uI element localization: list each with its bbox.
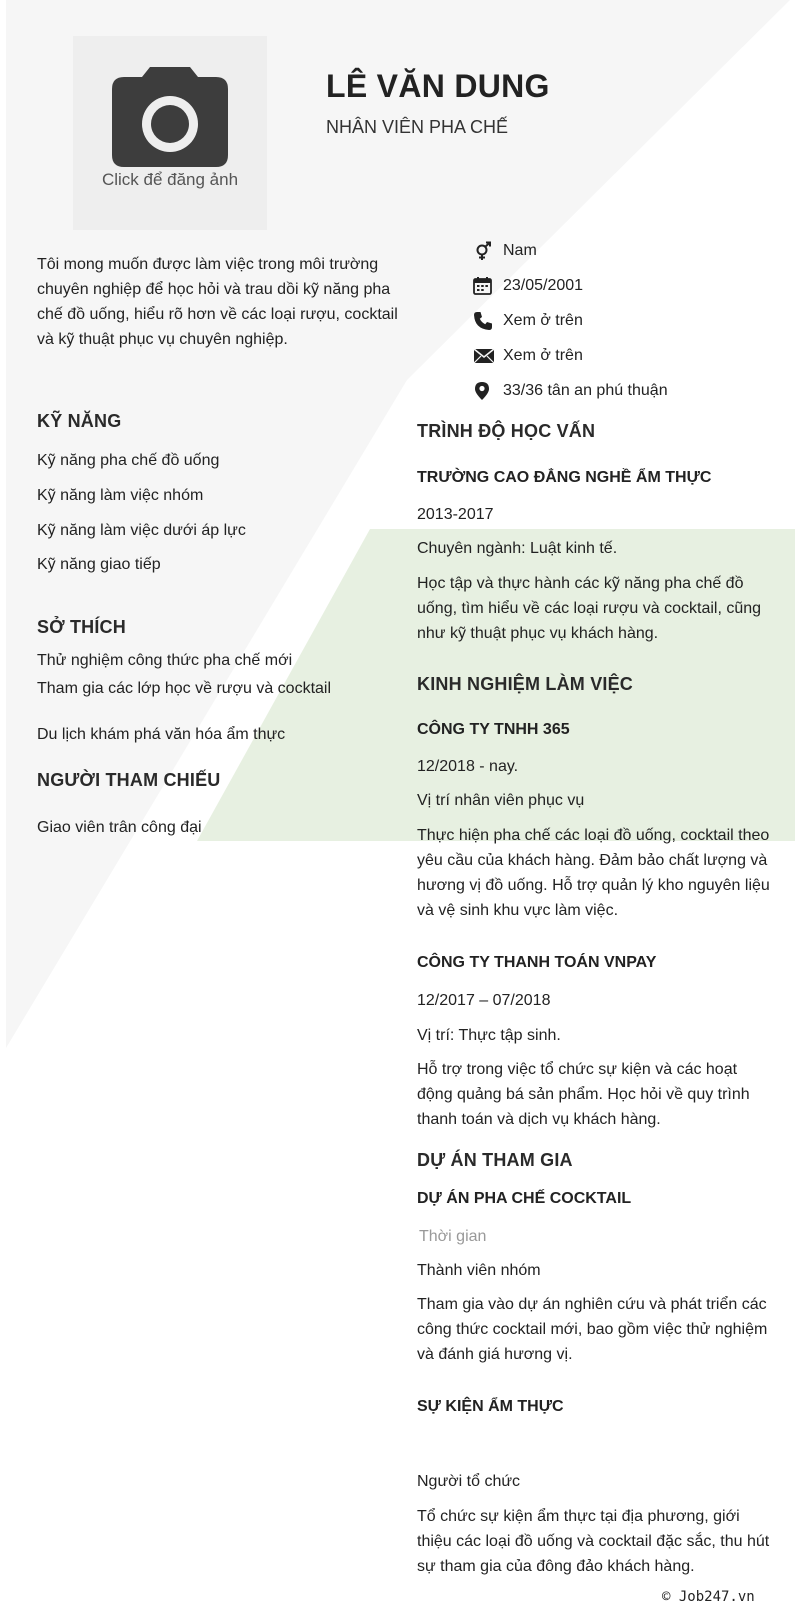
job-description: Thực hiện pha chế các loại đồ uống, cocktail theo yêu cầu của khách hàng. Đảm bảo chất lượng và hương vị đồ uống. Hỗ trợ quản lý kho nguyên liệu và vệ sinh khu vực làm việc. — [417, 827, 770, 919]
hobby-item: Tham gia các lớp học về rượu và cocktail — [37, 680, 332, 697]
contact-info — [473, 233, 668, 408]
contact-phone — [473, 303, 668, 338]
job-company: CÔNG TY TNHH 365 — [417, 721, 570, 738]
hobby-item: Thử nghiệm công thức pha chế mới — [37, 652, 293, 669]
envelope-icon — [473, 345, 503, 367]
contact-birthday — [473, 268, 668, 303]
education-school: TRƯỜNG CAO ĐẲNG NGHỀ ẨM THỰC — [417, 469, 712, 486]
project-time: Thời gian — [419, 1228, 487, 1245]
job-company: CÔNG TY THANH TOÁN VNPAY — [417, 954, 657, 971]
email-value: Xem ở trên — [503, 346, 583, 364]
project-role: Người tổ chức — [417, 1473, 521, 1490]
contact-email — [473, 338, 668, 373]
job-period: 12/2018 - nay. — [417, 758, 519, 775]
reference-item: Giao viên trân công đại — [37, 819, 202, 836]
project-name: DỰ ÁN PHA CHẾ COCKTAIL — [417, 1190, 632, 1207]
skill-item: Kỹ năng giao tiếp — [37, 556, 161, 573]
contact-gender — [473, 233, 668, 268]
project-description: Tham gia vào dự án nghiên cứu và phát triển các công thức cocktail mới, bao gồm việc thử nghiệm và đánh giá hương vị. — [417, 1296, 768, 1363]
project-role: Thành viên nhóm — [417, 1262, 541, 1279]
education-description: Học tập và thực hành các kỹ năng pha chế đồ uống, tìm hiểu về các loại rượu và cocktail, cũng như kỹ thuật phục vụ khách hàng. — [417, 575, 762, 642]
address-value: 33/36 tân an phú thuận — [503, 381, 668, 399]
camera-icon — [112, 65, 228, 167]
project-description: Tổ chức sự kiện ẩm thực tại địa phương, giới thiệu các loại đồ uống và cocktail đặc sắc, thu hút sự tham gia của đông đảo khách hàng. — [417, 1508, 770, 1575]
candidate-name: LÊ VĂN DUNG — [326, 68, 550, 104]
education-major: Chuyên ngành: Luật kinh tế. — [417, 540, 618, 557]
skill-item: Kỹ năng pha chế đồ uống — [37, 452, 220, 469]
project-name: SỰ KIỆN ẨM THỰC — [417, 1398, 564, 1415]
job-period: 12/2017 – 07/2018 — [417, 992, 551, 1009]
job-description: Hỗ trợ trong việc tổ chức sự kiện và các hoạt động quảng bá sản phẩm. Học hỏi về quy trình thanh toán và dịch vụ khách hàng. — [417, 1061, 750, 1128]
photo-upload[interactable] — [73, 36, 267, 230]
contact-address — [473, 373, 668, 408]
calendar-icon — [473, 275, 503, 297]
hobby-item: Du lịch khám phá văn hóa ẩm thực — [37, 726, 286, 743]
birthday-value: 23/05/2001 — [503, 276, 584, 294]
photo-caption: Click để đăng ảnh — [101, 170, 239, 189]
map-pin-icon — [473, 380, 503, 402]
education-period: 2013-2017 — [417, 506, 494, 523]
footer-copyright: © Job247.vn — [662, 1589, 755, 1605]
career-objective: Tôi mong muốn được làm việc trong môi trường chuyên nghiệp để học hỏi và trau dồi kỹ năng pha chế đồ uống, hiểu rõ hơn về các loại rượu, cocktail và kỹ thuật phục vụ chuyên nghiệp. — [37, 256, 398, 348]
experience-heading: KINH NGHIỆM LÀM VIỆC — [417, 674, 634, 694]
skill-item: Kỹ năng làm việc nhóm — [37, 487, 204, 504]
phone-value: Xem ở trên — [503, 311, 583, 329]
education-heading: TRÌNH ĐỘ HỌC VẤN — [417, 421, 596, 441]
candidate-job-title: NHÂN VIÊN PHA CHẾ — [326, 117, 509, 137]
skills-heading: KỸ NĂNG — [37, 411, 122, 431]
job-position: Vị trí nhân viên phục vụ — [417, 792, 585, 809]
projects-heading: DỰ ÁN THAM GIA — [417, 1150, 573, 1170]
job-position: Vị trí: Thực tập sinh. — [417, 1027, 561, 1044]
skill-item: Kỹ năng làm việc dưới áp lực — [37, 522, 246, 539]
hobbies-heading: SỞ THÍCH — [37, 617, 126, 637]
phone-icon — [473, 310, 503, 332]
gender-icon — [473, 240, 503, 262]
gender-value: Nam — [503, 241, 537, 259]
references-heading: NGƯỜI THAM CHIẾU — [37, 770, 221, 790]
